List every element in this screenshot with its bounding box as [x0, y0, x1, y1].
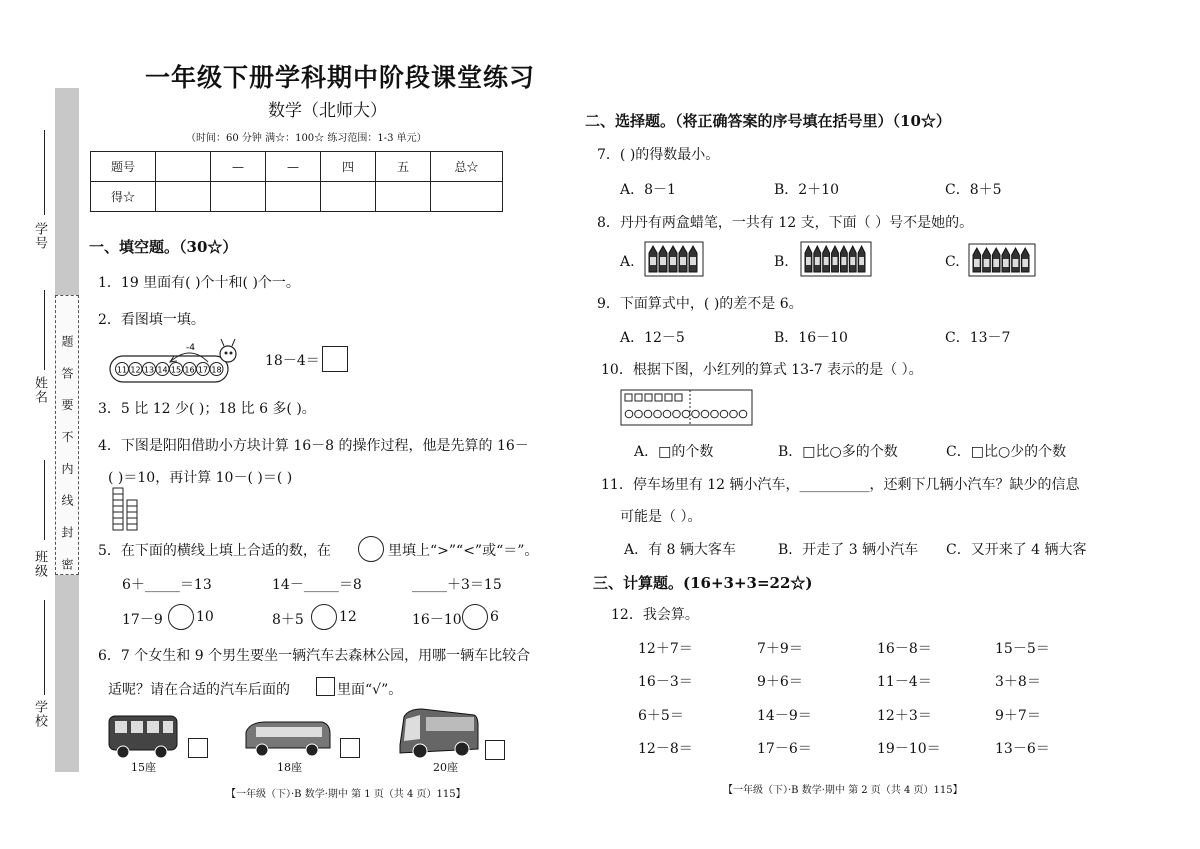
checkbox-example — [316, 677, 335, 696]
checkbox-bus-20[interactable] — [485, 740, 505, 760]
section2-heading: 二、选择题。（将正确答案的序号填在括号里）（10☆） — [585, 112, 951, 130]
question-10: 10．根据下图，小红列的算式 13-7 表示的是（ ）。 — [601, 362, 923, 378]
circle-icon — [625, 410, 633, 418]
bus-18-icon — [242, 718, 334, 758]
bus-18-label: 18座 — [277, 761, 302, 774]
question-4-line2: ( )＝10，再计算 10－( )＝( ) — [108, 470, 293, 486]
caterpillar-number-line — [108, 336, 244, 386]
bus-20-label: 20座 — [433, 761, 458, 774]
score-header-cell: — — [211, 152, 266, 182]
bus-20-icon — [396, 705, 480, 761]
footer-page-1: 【一年级（下）·B 数学·期中 第 1 页（共 4 页）115】 — [226, 789, 466, 800]
question-11-line2: 可能是（ ）。 — [620, 509, 702, 525]
label-class: 班级 — [32, 550, 47, 578]
score-header-cell: — — [266, 152, 321, 182]
square-icon — [655, 394, 662, 401]
section1-heading: 一、填空题。（30☆） — [89, 238, 238, 256]
compare-circle-2[interactable] — [311, 604, 337, 630]
compare-right-1: 10 — [196, 609, 214, 625]
calc-expression[interactable]: 14－9＝ — [757, 708, 812, 724]
question-8: 8．丹丹有两盒蜡笔，一共有 12 支，下面（ ）号不是她的。 — [597, 215, 974, 231]
number-label: 16 — [184, 365, 195, 375]
q10-option-b: B．□比○多的个数 — [778, 444, 898, 460]
student-id-line — [44, 130, 45, 215]
q10-option-a: A．□的个数 — [634, 444, 714, 460]
exam-info: （时间：60 分钟 满☆：100☆ 练习范围：1-3 单元） — [186, 133, 427, 144]
q9-option-b: B．16－10 — [774, 330, 848, 346]
page-subtitle: 数学（北师大） — [268, 101, 387, 121]
compare-right-2: 12 — [339, 609, 357, 625]
calc-expression[interactable]: 16－3＝ — [638, 674, 693, 690]
equation-18-minus-4: 18－4＝ — [265, 353, 320, 369]
score-cell[interactable] — [376, 182, 431, 212]
circle-icon — [730, 410, 738, 418]
question-5-line1b: 里填上“>”“<”或“＝”。 — [388, 543, 539, 559]
bus-15-icon — [105, 712, 181, 760]
circle-icon — [711, 410, 719, 418]
score-header-cell: 题号 — [91, 152, 156, 182]
calc-expression[interactable]: 9＋6＝ — [757, 674, 803, 690]
question-6-line2b: 里面“√”。 — [337, 682, 403, 698]
circle-icon — [720, 410, 728, 418]
seal-text: 题 答 要 不 内 线 封 密 — [60, 335, 74, 578]
question-6-line1: 6．7 个女生和 9 个男生要坐一辆汽车去森林公园，用哪一辆车比较合 — [98, 648, 531, 664]
label-name: 姓名 — [32, 376, 47, 404]
compare-left-3: 16－10 — [412, 612, 462, 628]
q8-option-a: A. — [620, 254, 635, 270]
page-title: 一年级下册学科期中阶段课堂练习 — [145, 63, 536, 92]
compare-circle-3[interactable] — [462, 604, 488, 630]
square-icon — [645, 394, 652, 401]
question-7: 7．( )的得数最小。 — [597, 147, 720, 163]
q8-option-c: C. — [945, 254, 960, 270]
question-12: 12．我会算。 — [611, 607, 699, 623]
square-icon — [625, 394, 632, 401]
score-cell[interactable] — [431, 182, 503, 212]
squares-circles-diagram — [620, 389, 754, 427]
score-header-cell: 总☆ — [431, 152, 503, 182]
number-label: 11 — [116, 365, 128, 375]
question-6-line2a: 适呢？请在合适的汽车后面的 — [108, 682, 290, 698]
circle-icon — [635, 410, 643, 418]
question-5-line1a: 5．在下面的横线上填上合适的数，在 — [98, 543, 331, 559]
q11-option-a: A．有 8 辆大客车 — [624, 542, 736, 558]
compare-left-1: 17－9 — [122, 612, 163, 628]
circle-icon — [654, 410, 662, 418]
q7-option-b: B．2＋10 — [774, 182, 840, 198]
calc-expression[interactable]: 7＋9＝ — [757, 641, 803, 657]
block-diagram — [110, 486, 142, 534]
q9-option-c: C．13－7 — [945, 330, 1011, 346]
square-icon — [665, 394, 672, 401]
calc-expression[interactable]: 12＋3＝ — [877, 708, 932, 724]
circle-icon — [692, 410, 700, 418]
crayon-box-a — [644, 241, 704, 277]
score-cell[interactable] — [266, 182, 321, 212]
score-cell[interactable] — [321, 182, 376, 212]
score-label-cell: 得☆ — [91, 182, 156, 212]
compare-circle-example — [358, 536, 384, 562]
answer-box[interactable] — [322, 346, 348, 372]
q10-option-c: C．□比○少的个数 — [946, 444, 1067, 460]
bus-15-label: 15座 — [131, 761, 156, 774]
calc-expression[interactable]: 15－5＝ — [995, 641, 1050, 657]
q8-option-b: B. — [774, 254, 789, 270]
fill-blank-2[interactable]: 14－_____＝8 — [272, 577, 362, 593]
calc-expression[interactable]: 17－6＝ — [757, 741, 812, 757]
fill-blank-3[interactable]: _____＋3＝15 — [412, 577, 502, 593]
score-header-cell: 五 — [376, 152, 431, 182]
q11-option-b: B．开走了 3 辆小汽车 — [778, 542, 919, 558]
circle-icon — [739, 410, 747, 418]
calc-expression[interactable]: 12－8＝ — [638, 741, 693, 757]
circle-icon — [701, 410, 709, 418]
square-icon — [675, 394, 682, 401]
number-label: 18 — [211, 365, 222, 375]
compare-left-2: 8＋5 — [272, 612, 304, 628]
footer-page-2: 【一年级（下）·B 数学·期中 第 2 页（共 4 页）115】 — [723, 785, 963, 796]
score-header-cell: 四 — [321, 152, 376, 182]
circle-icon — [673, 410, 681, 418]
number-label: 14 — [157, 365, 168, 375]
question-9: 9．下面算式中，( )的差不是 6。 — [597, 296, 803, 312]
calc-expression[interactable]: 9＋7＝ — [995, 708, 1041, 724]
compare-circle-1[interactable] — [168, 604, 194, 630]
calc-expression[interactable]: 12＋7＝ — [638, 641, 693, 657]
compare-right-3: 6 — [490, 609, 499, 625]
name-line — [44, 290, 45, 370]
score-table — [90, 151, 503, 212]
section3-heading: 三、计算题。(16+3+3=22☆) — [593, 574, 813, 592]
q11-option-c: C．又开来了 4 辆大客 — [946, 542, 1087, 558]
number-label: 17 — [197, 365, 209, 375]
score-cell[interactable] — [156, 182, 211, 212]
crayon-box-b — [800, 241, 872, 277]
q7-option-c: C．8＋5 — [945, 182, 1002, 198]
number-label: 15 — [170, 365, 182, 375]
number-label: 13 — [143, 365, 155, 375]
school-line — [44, 600, 45, 695]
label-school: 学校 — [32, 700, 47, 728]
question-11-line1: 11．停车场里有 12 辆小汽车，__________，还剩下几辆小汽车？缺少的信息 — [601, 477, 1080, 493]
calc-expression[interactable]: 19－10＝ — [877, 741, 941, 757]
q7-option-a: A．8－1 — [620, 182, 676, 198]
calc-expression[interactable]: 13－6＝ — [995, 741, 1050, 757]
class-line — [44, 460, 45, 540]
q9-option-a: A．12－5 — [620, 330, 685, 346]
circle-icon — [663, 410, 671, 418]
question-4-line1: 4．下图是阳阳借助小方块计算 16－8 的操作过程，他是先算的 16－ — [98, 438, 529, 454]
question-3: 3．5 比 12 少( )；18 比 6 多( )。 — [98, 401, 316, 417]
number-label: 12 — [130, 365, 141, 375]
arc-label: -4 — [186, 343, 195, 353]
checkbox-bus-18[interactable] — [340, 738, 360, 758]
calc-expression[interactable]: 6＋5＝ — [638, 708, 684, 724]
question-2: 2．看图填一填。 — [98, 312, 205, 328]
circle-icon — [682, 410, 690, 418]
label-student-id: 学号 — [32, 222, 47, 250]
calc-expression[interactable]: 11－4＝ — [877, 674, 932, 690]
score-header-cell — [156, 152, 211, 182]
fill-blank-1[interactable]: 6＋_____＝13 — [122, 577, 212, 593]
score-cell[interactable] — [211, 182, 266, 212]
question-1: 1．19 里面有( )个十和( )个一。 — [98, 275, 300, 291]
circle-icon — [644, 410, 652, 418]
crayon-box-c — [968, 243, 1036, 277]
calc-expression[interactable]: 16－8＝ — [877, 641, 932, 657]
calc-expression[interactable]: 3＋8＝ — [995, 674, 1041, 690]
square-icon — [635, 394, 642, 401]
checkbox-bus-15[interactable] — [188, 738, 208, 758]
